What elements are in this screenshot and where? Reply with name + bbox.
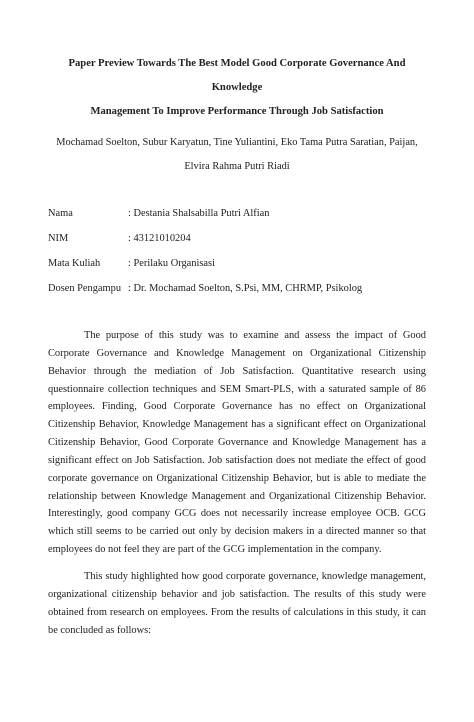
paragraph-abstract: The purpose of this study was to examine and assess the impact of Good Corporate Governance and Knowledge Management on Organizational Citizenship Behavior through the mediation of Job Satisfaction. Quantitative research using questionnaire collection techniques and SEM Smart-PLS, with a saturated sample of 86 employees. Finding, Good Corporate Governance has no effect on Organizational Citizenship Behavior, Knowledge Management has a significant effect on Organizational Citizenship Behavior, Good Corporate Governance and Knowledge Management has a significant effect on Job Satisfaction. Job satisfaction does not mediate the effect of good corporate governance on Organizational Citizenship Behavior, but is able to mediate the relationship between Knowledge Management and Organizational Citizenship Behavior. Interestingly, good company GCG does not necessarily increase employee OCB. GCG which still seems to be carried out only by decision makers in a directed manner so that employees do not feel they are part of the GCG implementation in the company. [48, 330, 426, 556]
info-row-mata-kuliah [48, 255, 426, 280]
title-line-1: Paper Preview Towards The Best Model Good Corporate Governance And Knowledge [68, 58, 406, 93]
info-label: Nama [48, 208, 73, 219]
info-label: Dosen Pengampu [48, 283, 122, 294]
author-list [48, 131, 426, 179]
info-row-nim [48, 230, 426, 255]
info-label: NIM [48, 233, 69, 244]
info-value: : Destania Shalsabilla Putri Alfian [128, 208, 270, 219]
info-row-dosen-pengampu [48, 280, 426, 305]
info-value: : Dr. Mochamad Soelton, S.Psi, MM, CHRMP, Psikolog [128, 283, 363, 294]
authors-line-2: Elvira Rahma Putri Riadi [184, 161, 290, 172]
info-label: Mata Kuliah [48, 258, 101, 269]
document-page [0, 52, 474, 722]
paper-title [48, 52, 426, 124]
body-text [48, 327, 426, 639]
info-row-nama [48, 205, 426, 230]
title-line-2: Management To Improve Performance Through Job Satisfaction [90, 106, 384, 117]
info-value: : 43121010204 [128, 233, 191, 244]
student-info [48, 205, 426, 305]
paragraph-summary: This study highlighted how good corporate governance, knowledge management, organizational citizenship behavior and job satisfaction. The results of this study were obtained from research on employees. From the results of calculations in this study, it can be concluded as follows: [48, 570, 426, 636]
authors-line-1: Mochamad Soelton, Subur Karyatun, Tine Yuliantini, Eko Tama Putra Saratian, Paijan, [56, 137, 418, 148]
info-value: : Perilaku Organisasi [128, 258, 215, 269]
